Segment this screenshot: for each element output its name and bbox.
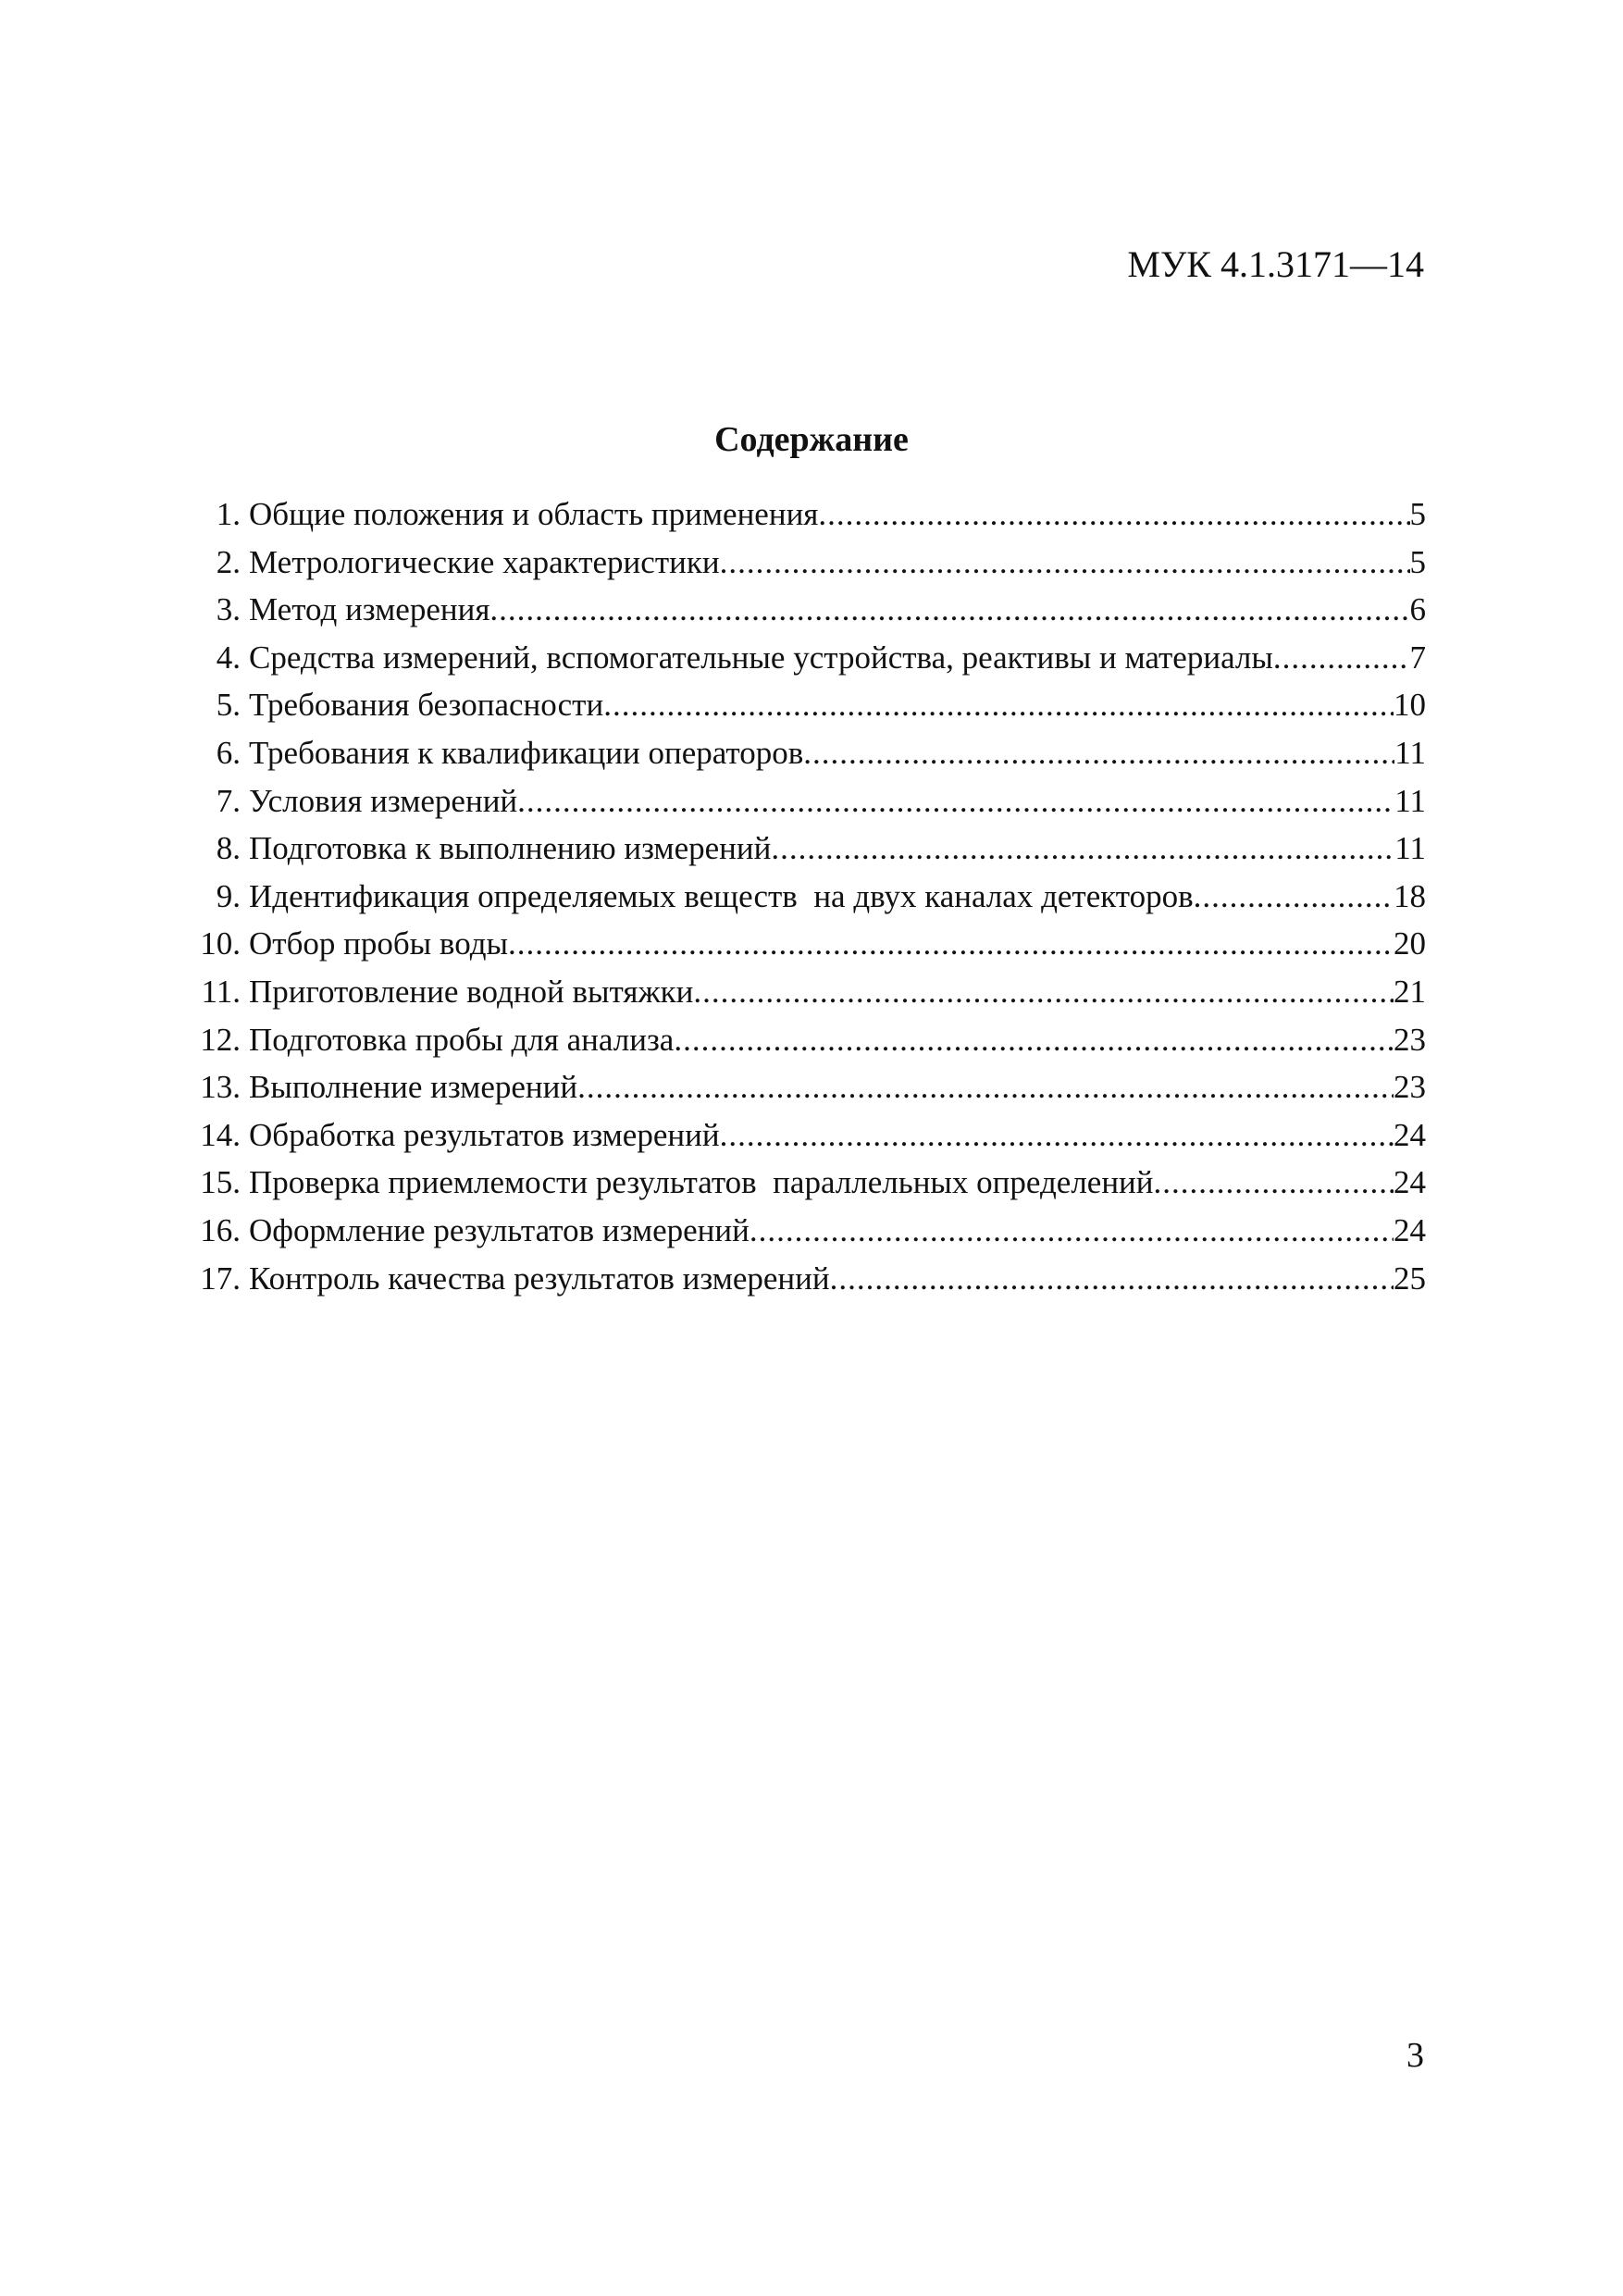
toc-entry-page: 18	[1394, 877, 1426, 914]
toc-dot-leader	[803, 729, 1394, 777]
document-code: МУК 4.1.3171—14	[1127, 243, 1424, 285]
toc-entry-number: 10.	[200, 925, 241, 962]
toc-dot-leader	[674, 1016, 1394, 1064]
toc-entry-page: 5	[1409, 496, 1426, 532]
toc-entry-title: Оформление результатов измерений	[249, 1211, 750, 1248]
toc-entry-page: 7	[1409, 639, 1426, 676]
toc-dot-leader	[1154, 1159, 1394, 1207]
toc-entry[interactable]	[190, 1063, 1426, 1111]
toc-entry[interactable]	[190, 681, 1426, 729]
toc-entry-page: 24	[1394, 1211, 1426, 1248]
toc-dot-leader	[489, 586, 1409, 634]
toc-entry-number: 6.	[216, 734, 241, 771]
toc-entry-page: 24	[1394, 1116, 1426, 1153]
toc-dot-leader	[830, 1255, 1394, 1303]
toc-dot-leader	[508, 920, 1394, 968]
toc-dot-leader	[577, 1063, 1394, 1111]
toc-entry-title: Метрологические характеристики	[249, 543, 720, 580]
toc-dot-leader	[517, 777, 1394, 825]
toc-entry-number: 9.	[216, 877, 241, 914]
toc-entry-page: 11	[1394, 734, 1426, 771]
toc-entry-number: 7.	[216, 782, 241, 819]
toc-entry-number: 14.	[200, 1116, 241, 1153]
toc-entry-title: Приготовление водной вытяжки	[249, 973, 694, 1010]
toc-dot-leader	[603, 681, 1394, 729]
table-of-contents	[190, 490, 1426, 1302]
toc-entry-title: Проверка приемлемости результатов параллельных определений	[249, 1164, 1154, 1201]
page-number: 3	[1406, 2036, 1424, 2075]
toc-entry-page: 23	[1394, 1069, 1426, 1106]
toc-dot-leader	[720, 539, 1410, 587]
toc-entry-title: Требования безопасности	[249, 687, 604, 724]
toc-entry-number: 15.	[200, 1164, 241, 1201]
toc-entry-title: Общие положения и область применения	[249, 496, 819, 532]
toc-entry[interactable]	[190, 1159, 1426, 1207]
toc-entry[interactable]	[190, 1016, 1426, 1064]
toc-entry[interactable]	[190, 586, 1426, 634]
toc-entry-page: 10	[1394, 687, 1426, 724]
toc-heading: Содержание	[714, 420, 909, 459]
toc-dot-leader	[693, 968, 1394, 1016]
toc-entry-title: Подготовка к выполнению измерений	[249, 830, 772, 867]
toc-entry-title: Контроль качества результатов измерений	[249, 1260, 830, 1297]
toc-dot-leader	[1273, 634, 1410, 682]
toc-entry[interactable]	[190, 825, 1426, 873]
toc-entry-title: Отбор пробы воды	[249, 925, 509, 962]
toc-entry-title: Условия измерений	[249, 782, 518, 819]
toc-entry-page: 21	[1394, 973, 1426, 1010]
toc-entry-number: 17.	[200, 1260, 241, 1297]
toc-dot-leader	[818, 490, 1409, 539]
toc-entry-title: Выполнение измерений	[249, 1069, 578, 1106]
toc-entry[interactable]	[190, 634, 1426, 682]
toc-entry-number: 4.	[216, 639, 241, 676]
toc-entry-number: 11.	[201, 973, 241, 1010]
toc-entry[interactable]	[190, 729, 1426, 777]
toc-entry[interactable]	[190, 920, 1426, 968]
toc-dot-leader	[771, 825, 1394, 873]
toc-entry-number: 1.	[216, 496, 241, 532]
toc-entry[interactable]	[190, 1111, 1426, 1160]
toc-entry-number: 8.	[216, 830, 241, 867]
toc-entry[interactable]	[190, 1255, 1426, 1303]
toc-entry-title: Обработка результатов измерений	[249, 1116, 720, 1153]
toc-entry-page: 23	[1394, 1021, 1426, 1058]
toc-entry-page: 20	[1394, 925, 1426, 962]
toc-entry-number: 3.	[216, 591, 241, 628]
toc-dot-leader	[750, 1207, 1394, 1255]
toc-dot-leader	[1194, 873, 1394, 921]
toc-entry-title: Идентификация определяемых веществ на двух каналах детекторов	[249, 877, 1194, 914]
toc-dot-leader	[720, 1111, 1394, 1160]
toc-entry[interactable]	[190, 873, 1426, 921]
toc-entry-number: 2.	[216, 543, 241, 580]
toc-entry-title: Требования к квалификации операторов	[249, 734, 804, 771]
toc-entry-page: 24	[1394, 1164, 1426, 1201]
toc-entry[interactable]	[190, 777, 1426, 825]
toc-entry-page: 11	[1394, 782, 1426, 819]
toc-entry-title: Метод измерения	[249, 591, 490, 628]
toc-entry[interactable]	[190, 968, 1426, 1016]
toc-entry[interactable]	[190, 539, 1426, 587]
toc-entry-title: Средства измерений, вспомогательные устройства, реактивы и материалы	[249, 639, 1273, 676]
toc-entry[interactable]	[190, 490, 1426, 539]
toc-entry-page: 5	[1409, 543, 1426, 580]
toc-entry-title: Подготовка пробы для анализа	[249, 1021, 675, 1058]
toc-entry-page: 25	[1394, 1260, 1426, 1297]
toc-entry[interactable]	[190, 1207, 1426, 1255]
toc-entry-number: 5.	[216, 687, 241, 724]
toc-entry-number: 13.	[200, 1069, 241, 1106]
toc-entry-number: 16.	[200, 1211, 241, 1248]
toc-entry-number: 12.	[200, 1021, 241, 1058]
toc-entry-page: 6	[1409, 591, 1426, 628]
toc-entry-page: 11	[1394, 830, 1426, 867]
